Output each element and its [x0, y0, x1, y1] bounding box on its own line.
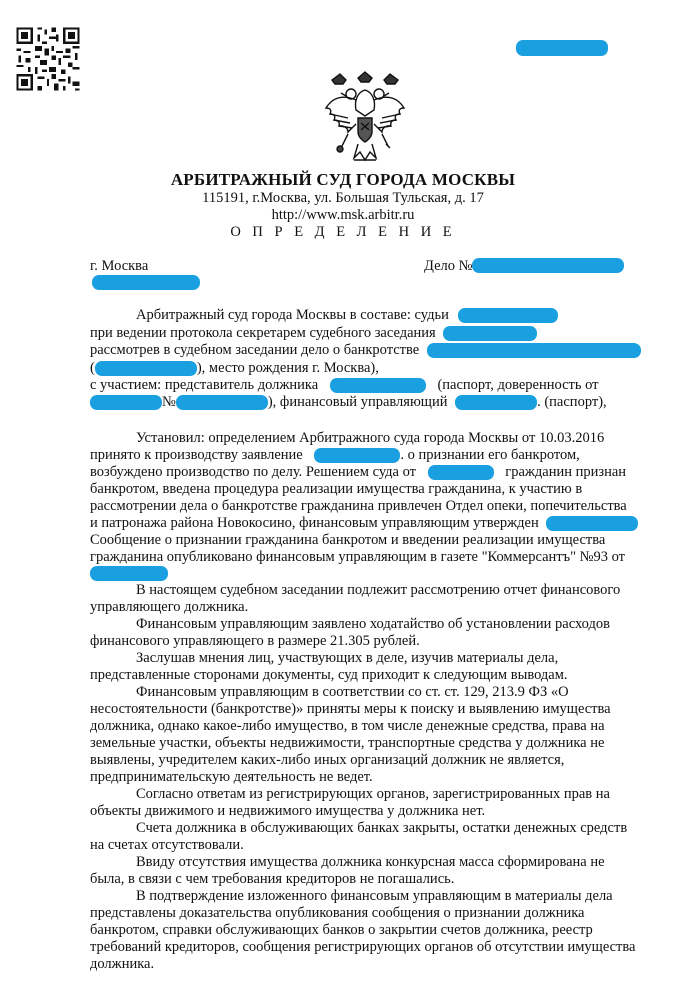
document-type: О П Р Е Д Е Л Е Н И Е: [230, 224, 456, 240]
redacted-decision-date: [428, 465, 494, 480]
body-line: требований кредиторов, сообщения регистрирующих органов об отсутствии имущества: [90, 939, 636, 955]
redacted-power-date: [90, 395, 162, 410]
established-line-7: Сообщение о признании гражданина банкротом и введении реализации имущества: [90, 532, 606, 548]
body-line: представлены доказательства опубликования сообщения о признании должника: [90, 905, 585, 921]
established-line-3: возбуждено производство по делу. Решением суда от гражданин признан: [90, 464, 627, 480]
redacted-date: [92, 275, 200, 290]
established-line-4: банкротом, введена процедура реализации имущества гражданина, к участию в: [90, 481, 583, 497]
body-line: управляющего должника.: [90, 599, 249, 615]
redacted-case-number: [472, 258, 624, 273]
redacted-manager-name: [455, 395, 537, 410]
redacted-birth-date: [95, 361, 197, 376]
case-label: Дело №: [424, 258, 473, 274]
qr-code: [14, 22, 82, 96]
coat-of-arms-emblem: [318, 68, 412, 168]
body-line: В подтверждение изложенного финансовым управляющим в материалы дела: [136, 888, 613, 904]
body-line: должника, однако какое-либо имущество, в том числе денежные средства, права на: [90, 718, 605, 734]
body-line: финансового управляющего в размере 21.305 рублей.: [90, 633, 420, 649]
body-line: должника.: [90, 956, 155, 972]
body-line: Финансовым управляющим в соответствии со ст. ст. 129, 213.9 ФЗ «О: [136, 684, 569, 700]
body-line: земельные участки, объекты недвижимости, транспортные средства у должника не: [90, 735, 605, 751]
redacted-publication-date: [90, 566, 168, 581]
body-line: несостоятельности (банкротстве)» приняты меры к поиску и выявлению имущества: [90, 701, 611, 717]
city-label: г. Москва: [90, 258, 149, 274]
redacted-appointed-manager: [546, 516, 638, 531]
established-line-1: Установил: определением Арбитражного суда города Москвы от 10.03.2016: [136, 430, 605, 446]
established-line-2: принято к производству заявление . о признании его банкротом,: [90, 447, 580, 463]
body-line: объекты движимого и недвижимого имущества у должника нет.: [90, 803, 486, 819]
body-line: на счетах отсутствовали.: [90, 837, 244, 853]
body-line: Финансовым управляющим заявлено ходатайство об установлении расходов: [136, 616, 610, 632]
redacted-top-right: [516, 40, 608, 56]
body-line: была, в связи с чем требования кредиторов не погашались.: [90, 871, 455, 887]
redacted-judge: [458, 308, 558, 323]
established-line-6: и патронажа района Новокосино, финансовым управляющим утвержден: [90, 515, 638, 532]
body-line: представленные сторонами документы, суд приходит к следующим выводам.: [90, 667, 568, 683]
body-line: Заслушав мнения лиц, участвующих в деле, изучив материалы дела,: [136, 650, 559, 666]
body-line: Счета должника в обслуживающих банках закрыты, остатки денежных средств: [136, 820, 628, 836]
body-line: банкротом, справки обслуживающих банков о закрытии счетов должника, реестр: [90, 922, 593, 938]
body-line: Согласно ответам из регистрирующих органов, зарегистрированных прав на: [136, 786, 610, 802]
intro-line-5: с участием: представитель должника (паспорт, доверенность от: [90, 377, 599, 393]
intro-line-3: рассмотрев в судебном заседании дело о банкротстве: [90, 342, 641, 359]
intro-line-2: при ведении протокола секретарем судебного заседания: [90, 325, 537, 342]
redacted-debtor-name: [427, 343, 641, 358]
court-website[interactable]: http://www.msk.arbitr.ru: [271, 207, 415, 223]
body-line: Ввиду отсутствия имущества должника конкурсная масса сформирована не: [136, 854, 605, 870]
redacted-representative: [330, 378, 426, 393]
established-line-5: рассмотрении дела о банкротстве гражданина привлечен Отдел опеки, попечительства: [90, 498, 627, 514]
body-line: В настоящем судебном заседании подлежит рассмотрению отчет финансового: [136, 582, 621, 598]
intro-line-1: Арбитражный суд города Москвы в составе: судьи: [136, 307, 558, 324]
intro-line-4: ( ), место рождения г. Москва),: [90, 360, 379, 376]
court-title: АРБИТРАЖНЫЙ СУД ГОРОДА МОСКВЫ: [170, 170, 516, 189]
redacted-applicant: [314, 448, 400, 463]
body-line: предпринимательскую деятельность не ведет.: [90, 769, 373, 785]
established-line-8: гражданина опубликовано финансовым управляющим в газете "Коммерсантъ" №93 от: [90, 549, 626, 565]
redacted-secretary: [443, 326, 537, 341]
intro-line-6: № ), финансовый управляющий . (паспорт),: [90, 394, 607, 411]
court-address: 115191, г.Москва, ул. Большая Тульская, д. 17: [202, 190, 484, 206]
redacted-power-number: [176, 395, 268, 410]
body-line: выявлены, учредителем каких-либо иных организаций должник не является,: [90, 752, 565, 768]
